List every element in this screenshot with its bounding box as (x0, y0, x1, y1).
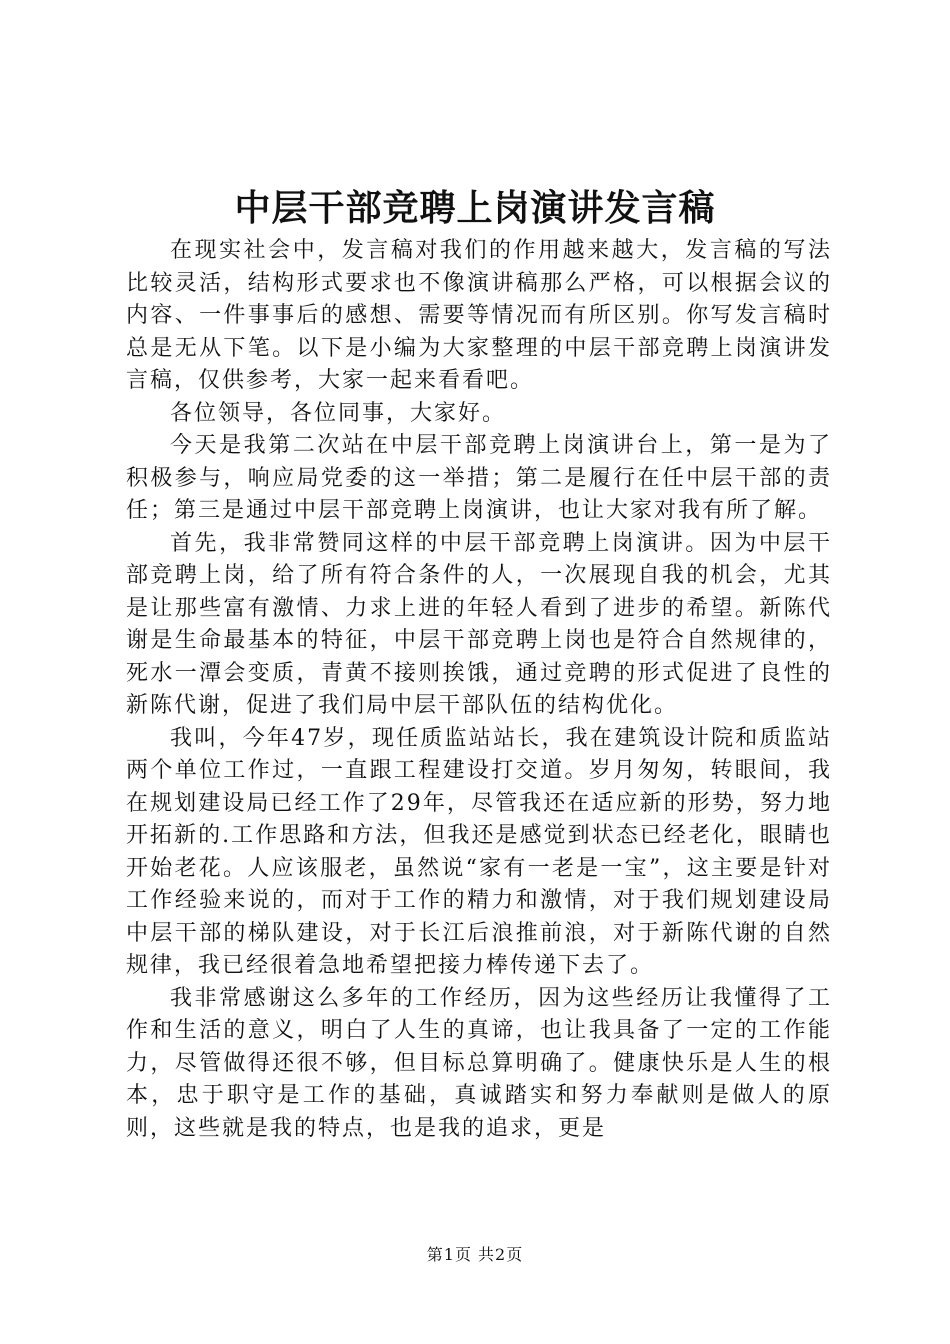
document-body (126, 235, 832, 1145)
paragraph-intro: 在现实社会中，发言稿对我们的作用越来越大，发言稿的写法比较灵活，结构形式要求也不像演讲稿那么严格，可以根据会议的内容、一件事事后的感想、需要等情况而有所区别。你写发言稿时总是无从下笔。以下是小编为大家整理的中层干部竞聘上岗演讲发言稿，仅供参考，大家一起来看看吧。 (126, 238, 832, 393)
paragraph-greeting: 各位领导，各位同事，大家好。 (170, 400, 507, 426)
page-number-footer: 第1页 共2页 (426, 1245, 524, 1264)
paragraph-purpose: 今天是我第二次站在中层干部竞聘上岗演讲台上，第一是为了积极参与，响应局党委的这一举措；第二是履行在任中层干部的责任；第三是通过中层干部竞聘上岗演讲，也让大家对我有所了解。 (126, 433, 832, 523)
paragraph-self-introduction: 我叫，今年47岁，现任质监站站长，我在建筑设计院和质监站两个单位工作过，一直跟工程建设打交道。岁月匆匆，转眼间，我在规划建设局已经工作了29年，尽管我还在适应新的形势，努力地开拓新的.工作思路和方法，但我还是感觉到状态已经老化，眼睛也开始老花。人应该服老，虽然说“家有一老是一宝”，这主要是针对工作经验来说的，而对于工作的精力和激情，对于我们规划建设局中层干部的梯队建设，对于长江后浪推前浪，对于新陈代谢的自然规律，我已经很着急地希望把接力棒传递下去了。 (126, 725, 832, 978)
paragraph-support: 首先，我非常赞同这样的中层干部竞聘上岗演讲。因为中层干部竞聘上岗，给了所有符合条件的人，一次展现自我的机会，尤其是让那些富有激情、力求上进的年轻人看到了进步的希望。新陈代谢是生命最基本的特征，中层干部竞聘上岗也是符合自然规律的，死水一潭会变质，青黄不接则挨饿，通过竞聘的形式促进了良性的新陈代谢，促进了我们局中层干部队伍的结构优化。 (126, 530, 832, 718)
document-title: 中层干部竞聘上岗演讲发言稿 (234, 187, 716, 229)
paragraph-gratitude: 我非常感谢这么多年的工作经历，因为这些经历让我懂得了工作和生活的意义，明白了人生的真谛，也让我具备了一定的工作能力，尽管做得还很不够，但目标总算明确了。健康快乐是人生的根本，忠于职守是工作的基础，真诚踏实和努力奉献则是做人的原则，这些就是我的特点，也是我的追求，更是 (126, 985, 832, 1141)
